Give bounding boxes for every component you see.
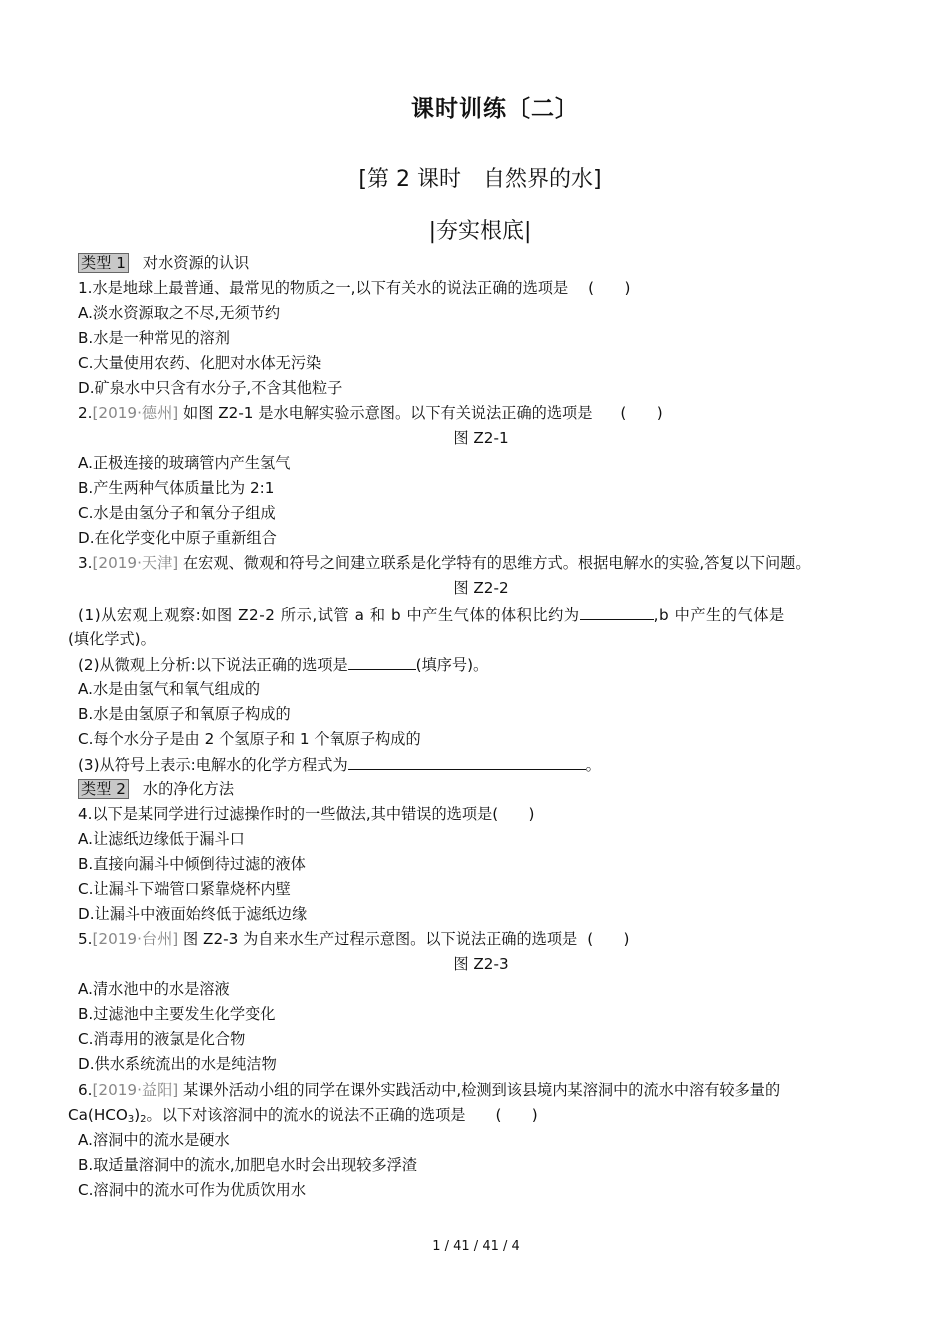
q4-option-a: A.让滤纸边缘低于漏斗口 [78, 830, 245, 848]
type2-label: 水的净化方法 [142, 780, 234, 798]
q1-stem: 1.水是地球上最普通、最常见的物质之一,以下有关水的说法正确的选项是 ( ) [78, 279, 631, 297]
q3-option-b: B.水是由氢原子和氧原子构成的 [78, 705, 291, 723]
q6-stem: 6.[2019·益阳] 某课外活动小组的同学在课外实践活动中,检测到该县境内某溶洞中的流水中溶有较多量的 [78, 1081, 781, 1099]
page-number: 1 / 41 / 41 / 4 [432, 1239, 520, 1254]
q6-source: [2019·益阳] [92, 1081, 179, 1099]
q5-source: [2019·台州] [92, 930, 179, 948]
q4-option-c: C.让漏斗下端管口紧靠烧杯内壁 [78, 880, 291, 898]
lesson-subtitle: [第 2 课时 自然界的水] [358, 167, 602, 192]
q2-option-a: A.正极连接的玻璃管内产生氢气 [78, 454, 291, 472]
q3-part1: (1)从宏观上观察:如图 Z2-2 所示,试管 a 和 b 中产生气体的体积比约为 ,b 中产生的气体是 [78, 606, 785, 624]
q5-option-a: A.清水池中的水是溶液 [78, 980, 230, 998]
q5-stem: 5.[2019·台州] 图 Z2-3 为自来水生产过程示意图。以下说法正确的选项是 ( ) [78, 930, 630, 948]
type1-tag: 类型 1 [78, 253, 129, 273]
q4-option-d: D.让漏斗中液面始终低于滤纸边缘 [78, 905, 308, 923]
q6-stem-cont: $Ca(HCO_3)_2$。以下对该溶洞中的流水的说法不正确的选项是 ( ) [68, 1106, 538, 1125]
q2-source: [2019·德州] [92, 404, 179, 422]
q4-option-b: B.直接向漏斗中倾倒待过滤的液体 [78, 855, 306, 873]
figure-caption-z2-1: 图 Z2-1 [453, 429, 509, 447]
q4-stem: 4.以下是某同学进行过滤操作时的一些做法,其中错误的选项是( ) [78, 805, 535, 823]
q2-option-c: C.水是由氢分子和氧分子组成 [78, 504, 276, 522]
q6-formula: $Ca(HCO_3)_2$ [68, 1106, 147, 1125]
type1-heading [78, 253, 249, 273]
q5-option-d: D.供水系统流出的水是纯洁物 [78, 1055, 277, 1073]
type2-heading [78, 779, 234, 799]
q1-option-b: B.水是一种常见的溶剂 [78, 329, 230, 347]
q3-part3-blank [348, 754, 586, 770]
q3-part3: (3)从符号上表示:电解水的化学方程式为 。 [78, 756, 601, 774]
q6-option-a: A.溶洞中的流水是硬水 [78, 1131, 230, 1149]
q6-option-b: B.取适量溶洞中的流水,加肥皂水时会出现较多浮渣 [78, 1156, 418, 1174]
q6-option-c: C.溶洞中的流水可作为优质饮用水 [78, 1181, 307, 1199]
q3-part2-blank [348, 654, 416, 670]
q3-part1-cont: (填化学式)。 [68, 630, 156, 648]
q5-answer-paren: ( ) [587, 930, 630, 948]
figure-caption-z2-2: 图 Z2-2 [453, 579, 509, 597]
q3-part1-blank1 [580, 604, 654, 620]
q2-option-b: B.产生两种气体质量比为 2:1 [78, 479, 275, 497]
q4-answer-paren: ( ) [492, 805, 535, 823]
q3-source: [2019·天津] [92, 554, 179, 572]
q1-option-a: A.淡水资源取之不尽,无须节约 [78, 304, 281, 322]
q3-option-a: A.水是由氢气和氧气组成的 [78, 680, 261, 698]
q2-stem: 2.[2019·德州] 如图 Z2-1 是水电解实验示意图。以下有关说法正确的选项是 ( ) [78, 404, 663, 422]
q5-option-c: C.消毒用的液氯是化合物 [78, 1030, 246, 1048]
q2-answer-paren: ( ) [620, 404, 663, 422]
q5-option-b: B.过滤池中主要发生化学变化 [78, 1005, 276, 1023]
q3-part2: (2)从微观上分析:以下说法正确的选项是 (填序号)。 [78, 656, 489, 674]
q1-answer-paren: ( ) [588, 279, 631, 297]
q3-option-c: C.每个水分子是由 2 个氢原子和 1 个氧原子构成的 [78, 730, 421, 748]
q2-option-d: D.在化学变化中原子重新组合 [78, 529, 277, 547]
q3-stem: 3.[2019·天津] 在宏观、微观和符号之间建立联系是化学特有的思维方式。根据电解水的实验,答复以下问题。 [78, 554, 811, 572]
section-heading: |夯实根底| [428, 219, 532, 244]
q1-option-c: C.大量使用农药、化肥对水体无污染 [78, 354, 322, 372]
figure-caption-z2-3: 图 Z2-3 [453, 955, 509, 973]
type1-label: 对水资源的认识 [142, 254, 250, 272]
q6-answer-paren: ( ) [495, 1106, 538, 1124]
type2-tag: 类型 2 [78, 779, 129, 799]
page-title: 课时训练〔二〕 [411, 96, 579, 122]
q1-option-d: D.矿泉水中只含有水分子,不含其他粒子 [78, 379, 343, 397]
